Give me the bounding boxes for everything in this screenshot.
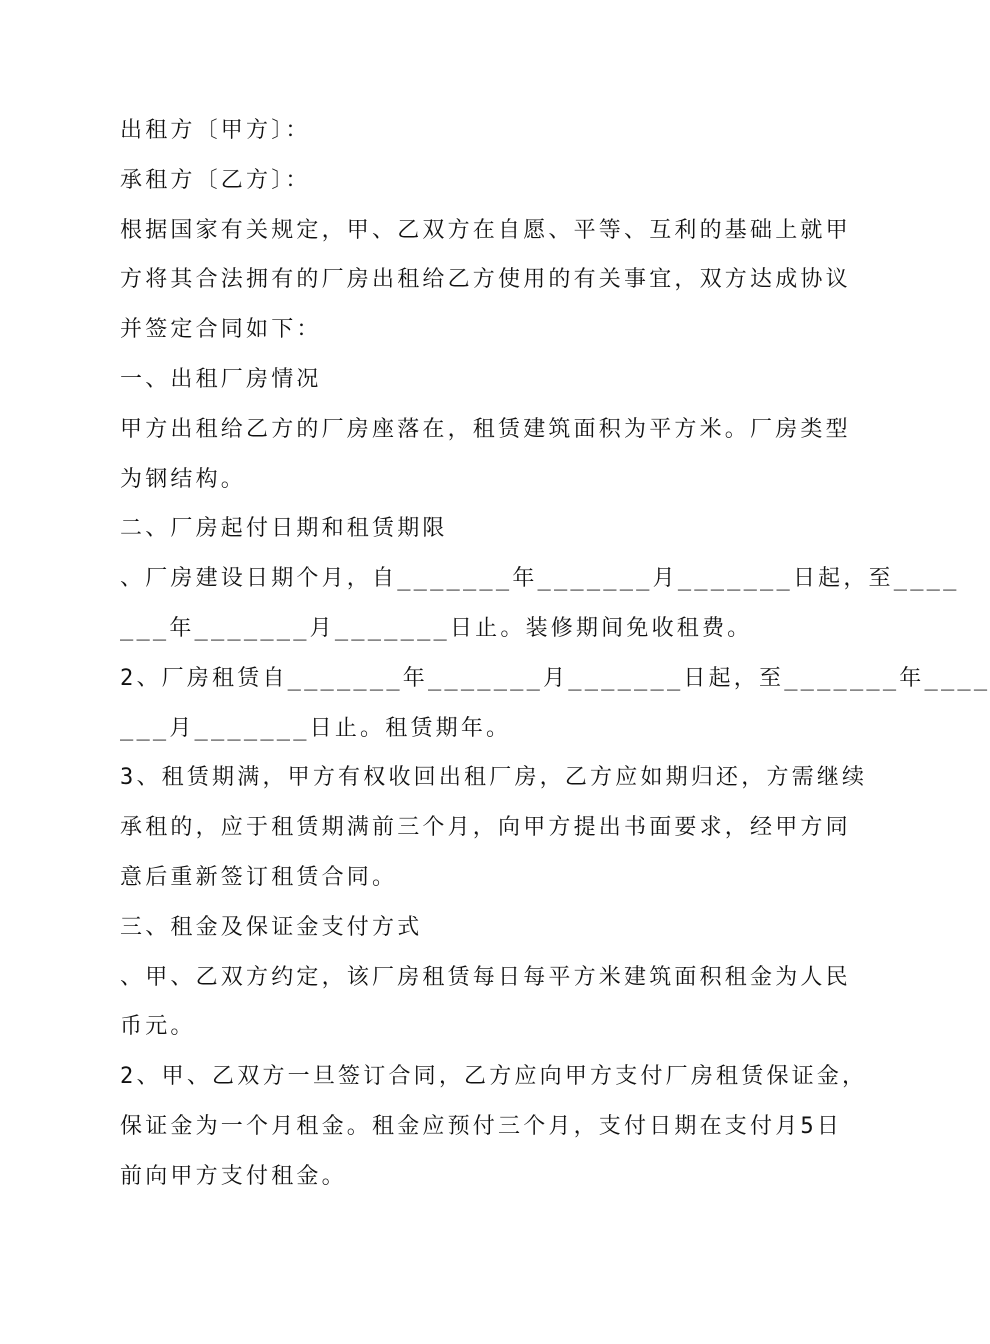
section-3-heading: 三、租金及保证金支付方式 [120, 914, 423, 940]
clause-3-1-line-2: 币元。 [120, 1014, 196, 1040]
clause-3-2-line-2: 保证金为一个月租金。租金应预付三个月，支付日期在支付月5日 [120, 1113, 843, 1139]
lessor-line: 出租方〔甲方〕： [120, 118, 311, 143]
lessee-line: 承租方〔乙方〕： [120, 167, 311, 193]
document-body [120, 106, 990, 1202]
preamble-line-1: 根据国家有关规定，甲、乙双方在自愿、平等、互利的基础上就甲 [120, 217, 851, 243]
section-1-text-1: 甲方出租给乙方的厂房座落在，租赁建筑面积为平方米。厂房类型 [120, 416, 851, 442]
clause-2-2-line-2: ___月_______日止。租赁期年。 [120, 715, 512, 741]
clause-2-1-line-1: 、厂房建设日期个月，自_______年_______月_______日起，至____ [120, 566, 960, 592]
clause-3-2-line-3: 前向甲方支付租金。 [120, 1163, 347, 1189]
section-1-heading: 一、出租厂房情况 [120, 366, 322, 392]
clause-2-3-line-2: 承租的，应于租赁期满前三个月，向甲方提出书面要求，经甲方同 [120, 815, 851, 841]
preamble-line-3: 并签定合同如下： [120, 317, 322, 343]
clause-2-2-line-1: 2、厂房租赁自_______年_______月_______日起，至_______年____ [120, 665, 990, 691]
clause-3-2-line-1: 2、甲、乙双方一旦签订合同，乙方应向甲方支付厂房租赁保证金， [120, 1064, 868, 1090]
section-2-heading: 二、厂房起付日期和租赁期限 [120, 516, 448, 542]
clause-2-3-line-1: 3、租赁期满，甲方有权收回出租厂房，乙方应如期归还，方需继续 [120, 765, 868, 791]
preamble-line-2: 方将其合法拥有的厂房出租给乙方使用的有关事宜，双方达成协议 [120, 267, 851, 293]
section-1-text-2: 为钢结构。 [120, 466, 247, 492]
clause-3-1-line-1: 、甲、乙双方约定，该厂房租赁每日每平方米建筑面积租金为人民 [120, 964, 851, 990]
clause-2-3-line-3: 意后重新签订租赁合同。 [120, 864, 398, 890]
clause-2-1-line-2: ___年_______月_______日止。装修期间免收租费。 [120, 615, 753, 641]
